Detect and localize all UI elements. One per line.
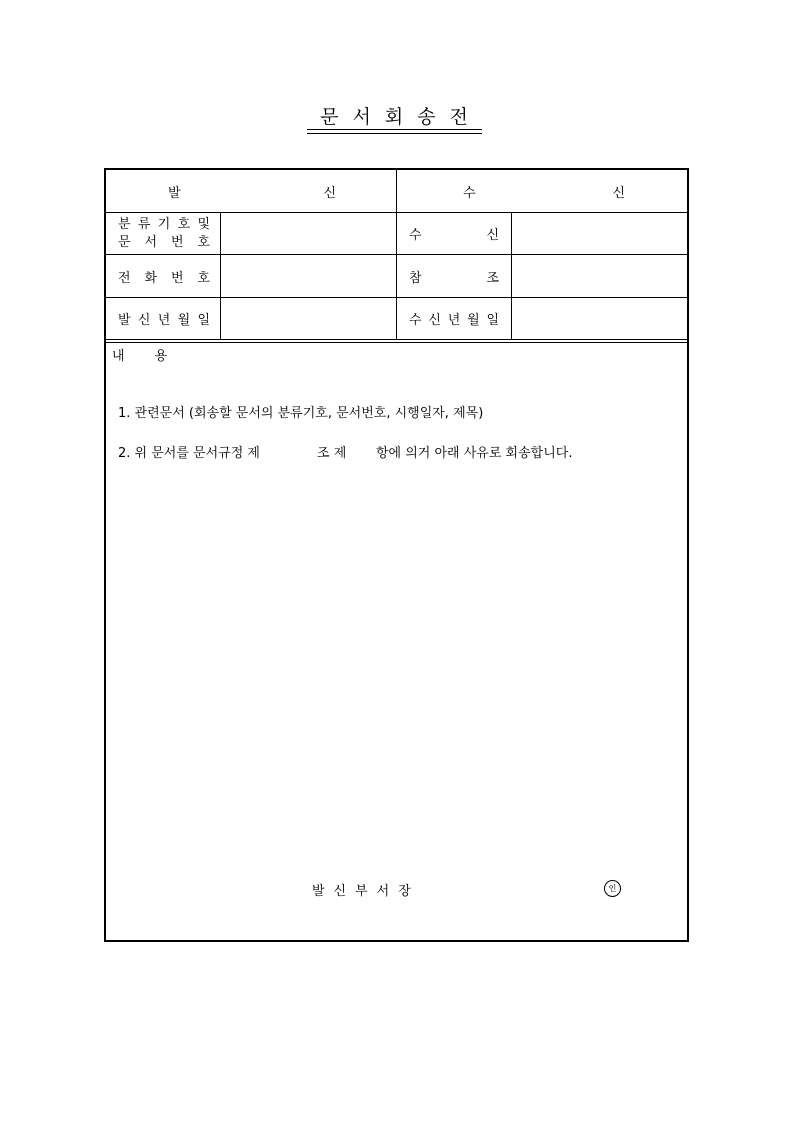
phone-field[interactable] bbox=[221, 255, 396, 297]
classification-label-line2: 문 서 번 호 bbox=[118, 234, 210, 250]
seal-mark: 인 bbox=[604, 880, 621, 897]
content-line-2-part-c: 항에 의거 아래 사유로 회송합니다. bbox=[376, 446, 573, 461]
form-table bbox=[104, 168, 689, 942]
row-divider bbox=[106, 342, 687, 343]
title-underline bbox=[307, 129, 482, 134]
reference-field[interactable] bbox=[512, 255, 687, 297]
content-line-2-part-a: 2. 위 문서를 문서규정 제 bbox=[118, 446, 260, 461]
content-line-1: 1. 관련문서 (회송할 문서의 분류기호, 문서번호, 시행일자, 제목) bbox=[118, 406, 484, 421]
document-title: 문서회송전 bbox=[320, 106, 482, 128]
receiver-header: 수 신 bbox=[463, 185, 625, 201]
receive-date-label: 수 신 년 월 일 bbox=[409, 313, 499, 328]
classification-label bbox=[106, 213, 220, 254]
phone-label: 전 화 번 호 bbox=[118, 270, 210, 286]
recipient-label: 수 신 bbox=[409, 228, 499, 243]
classification-label-line1: 분 류 기 호 및 bbox=[118, 216, 210, 232]
classification-field[interactable] bbox=[221, 213, 396, 254]
send-date-field[interactable] bbox=[221, 298, 396, 339]
content-label: 내 용 bbox=[112, 349, 168, 364]
reference-label: 참 조 bbox=[409, 270, 499, 286]
sender-header: 발 신 bbox=[168, 185, 336, 201]
recipient-field[interactable] bbox=[512, 213, 687, 254]
send-date-label: 발 신 년 월 일 bbox=[118, 313, 210, 328]
receive-date-field[interactable] bbox=[512, 298, 687, 339]
signatory-label: 발신부서장 bbox=[312, 884, 420, 899]
content-line-2-part-b: 조 제 bbox=[317, 446, 347, 461]
